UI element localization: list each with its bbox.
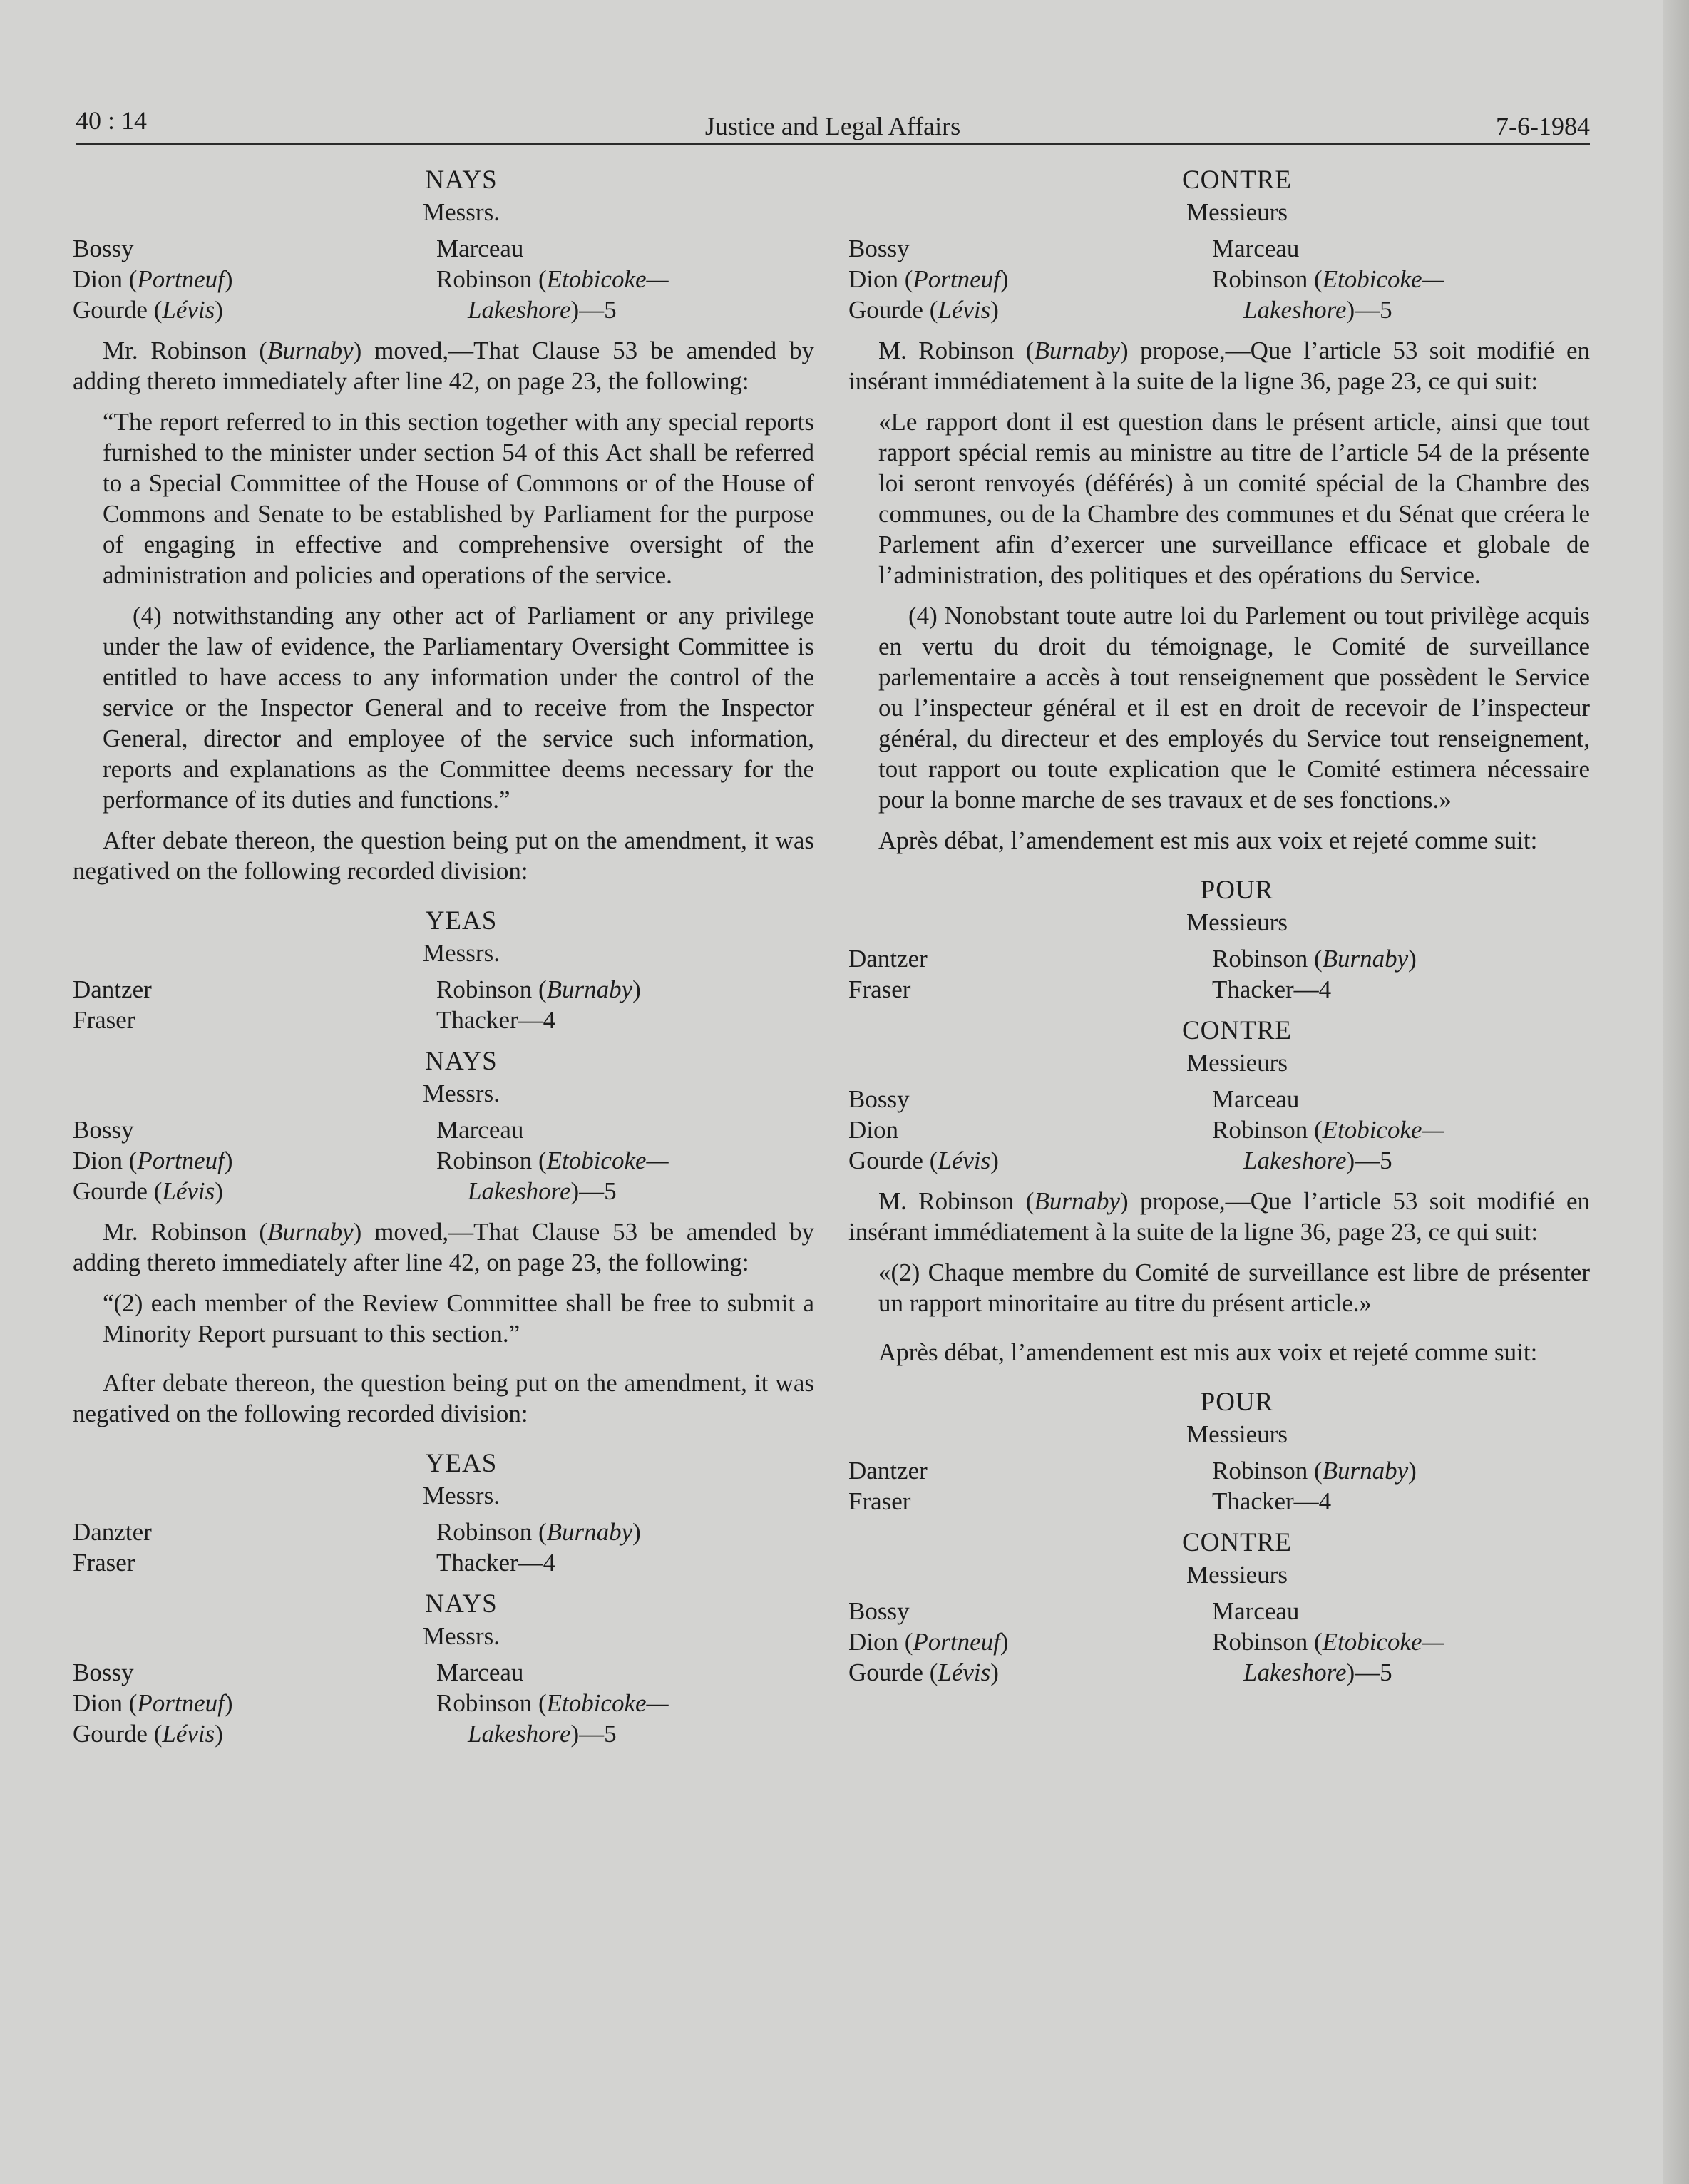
messrs-label: Messrs. <box>423 1482 500 1509</box>
motion-paragraph: Mr. Robinson (Burnaby) moved,—That Clause 53 be amended by adding thereto immediately after line 42, on page 23, the following: <box>73 337 814 395</box>
amendment-quote: «(2) Chaque membre du Comité de surveillance est libre de présenter un rapport minoritaire au titre du présent article.» <box>878 1258 1590 1317</box>
page-number: 40 : 14 <box>76 106 148 135</box>
messieurs-label: Messieurs <box>1186 1049 1288 1077</box>
debate-paragraph: After debate thereon, the question being put on the amendment, it was negatived on the following recorded division: <box>73 1369 814 1427</box>
member-name: Dion (Portneuf) <box>73 265 233 293</box>
nays-heading: NAYS <box>425 1047 498 1076</box>
contre-heading: CONTRE <box>1182 1016 1292 1045</box>
member-name: Dantzer <box>848 1457 928 1485</box>
member-name: Robinson (Etobicoke— <box>436 265 669 293</box>
yeas-names <box>73 1517 814 1578</box>
member-name: Robinson (Etobicoke— <box>1212 1628 1444 1656</box>
member-name: Fraser <box>73 1006 135 1034</box>
member-name: Lakeshore)—5 <box>468 1720 617 1748</box>
motion-paragraph: M. Robinson (Burnaby) propose,—Que l’article 53 soit modifié en insérant immédiatement à la suite de la ligne 36, page 23, ce qui suit: <box>848 337 1590 395</box>
member-name: Thacker—4 <box>1212 1487 1332 1515</box>
messrs-label: Messrs. <box>423 198 500 226</box>
contre-heading: CONTRE <box>1182 165 1292 195</box>
amendment-quote: «Le rapport dont il est question dans le présent article, ainsi que tout rapport spécial remis au ministre au titre de l’article 54 de la présente loi seront renvoyés (déférés) à un comité spécial de la Chambre des communes, ou de la Chambre des communes et du Sénat que créera le Parlement afin d’exercer une surveillance efficace et globale de l’administration, des politiques et des opérations du Service. <box>878 408 1590 589</box>
member-name: Dantzer <box>73 975 152 1003</box>
nays-heading: NAYS <box>425 165 498 195</box>
member-name: Robinson (Burnaby) <box>1212 1457 1417 1485</box>
member-name: Robinson (Burnaby) <box>436 975 641 1003</box>
pour-names <box>848 943 1590 1005</box>
nays-names <box>73 1114 814 1206</box>
member-name: Robinson (Etobicoke— <box>1212 265 1444 293</box>
member-name: Gourde (Lévis) <box>848 1147 999 1174</box>
member-name: Lakeshore)—5 <box>468 1177 617 1205</box>
yeas-heading: YEAS <box>425 1449 498 1478</box>
member-name: Marceau <box>1212 1597 1300 1625</box>
messieurs-label: Messieurs <box>1186 908 1288 936</box>
member-name: Fraser <box>73 1549 135 1577</box>
yeas-names <box>73 974 814 1035</box>
page-header <box>76 106 1590 143</box>
member-name: Gourde (Lévis) <box>848 1658 999 1686</box>
contre-names <box>848 233 1590 325</box>
member-name: Thacker—4 <box>436 1006 556 1034</box>
member-name: Dion <box>848 1116 898 1144</box>
member-name: Bossy <box>848 1597 910 1625</box>
member-name: Lakeshore)—5 <box>1243 1658 1392 1686</box>
member-name: Marceau <box>436 1658 524 1686</box>
member-name: Robinson (Etobicoke— <box>436 1689 669 1717</box>
member-name: Dion (Portneuf) <box>848 1628 1009 1656</box>
yeas-heading: YEAS <box>425 906 498 935</box>
motion-paragraph: Mr. Robinson (Burnaby) moved,—That Clause 53 be amended by adding thereto immediately after line 42, on page 23, the following: <box>73 1218 814 1276</box>
header-rule <box>76 143 1590 145</box>
member-name: Marceau <box>436 235 524 262</box>
member-name: Robinson (Burnaby) <box>436 1518 641 1546</box>
pour-heading: POUR <box>1200 1388 1274 1417</box>
member-name: Bossy <box>73 1658 134 1686</box>
nays-names <box>73 1657 814 1749</box>
member-name: Dion (Portneuf) <box>73 1147 233 1174</box>
member-name: Gourde (Lévis) <box>73 1177 223 1205</box>
contre-names <box>848 1596 1590 1688</box>
pour-names <box>848 1455 1590 1517</box>
member-name: Bossy <box>848 235 910 262</box>
french-column <box>848 164 1590 1688</box>
messieurs-label: Messieurs <box>1186 1561 1288 1589</box>
member-name: Gourde (Lévis) <box>848 296 999 324</box>
member-name: Gourde (Lévis) <box>73 296 223 324</box>
member-name: Dantzer <box>848 945 928 973</box>
header-date: 7-6-1984 <box>1496 112 1590 140</box>
member-name: Lakeshore)—5 <box>1243 1147 1392 1174</box>
member-name: Lakeshore)—5 <box>1243 296 1392 324</box>
member-name: Dion (Portneuf) <box>73 1689 233 1717</box>
motion-paragraph: M. Robinson (Burnaby) propose,—Que l’article 53 soit modifié en insérant immédiatement à la suite de la ligne 36, page 23, ce qui suit: <box>848 1187 1590 1246</box>
member-name: Robinson (Etobicoke— <box>1212 1116 1444 1144</box>
member-name: Gourde (Lévis) <box>73 1720 223 1748</box>
nays-heading: NAYS <box>425 1589 498 1619</box>
nays-names <box>73 233 814 325</box>
messieurs-label: Messieurs <box>1186 1420 1288 1448</box>
member-name: Robinson (Burnaby) <box>1212 945 1417 973</box>
running-title: Justice and Legal Affairs <box>704 112 961 140</box>
messrs-label: Messrs. <box>423 1080 500 1107</box>
debate-paragraph: After debate thereon, the question being put on the amendment, it was negatived on the following recorded division: <box>73 826 814 885</box>
contre-heading: CONTRE <box>1182 1528 1292 1557</box>
english-column <box>73 164 814 1749</box>
page-edge-shadow <box>1663 0 1689 2184</box>
member-name: Thacker—4 <box>436 1549 556 1577</box>
member-name: Thacker—4 <box>1212 975 1332 1003</box>
contre-names <box>848 1084 1590 1176</box>
amendment-quote: (4) notwithstanding any other act of Parliament or any privilege under the law of evidence, the Parliamentary Oversight Committee is entitled to have access to any information under the control of the service or the Inspector General and to receive from the Inspector General, director and employee of the service such information, reports and explanations as the Committee deems necessary for the performance of its duties and functions.” <box>103 602 814 814</box>
messrs-label: Messrs. <box>423 1622 500 1650</box>
amendment-quote: “The report referred to in this section together with any special reports furnished to the minister under section 54 of this Act shall be referred to a Special Committee of the House of Commons or of the House of Commons and Senate to be established by Parliament for the purpose of engaging in effective and comprehensive oversight of the administration and policies and operations of the service. <box>103 408 814 589</box>
amendment-quote: (4) Nonobstant toute autre loi du Parlement ou tout privilège acquis en vertu du droit du témoignage, le Comité de surveillance parlementaire a accès à tout renseignement que possèdent le Service ou l’inspecteur général et il est en droit de recevoir de l’inspecteur général, du directeur et des employés du Service tout renseignement, tout rapport ou toute explication que le Comité estimera nécessaire pour la bonne marche de ses travaux et de ses fonctions.» <box>878 602 1590 814</box>
member-name: Fraser <box>848 975 911 1003</box>
debate-paragraph: Après débat, l’amendement est mis aux voix et rejeté comme suit: <box>878 1338 1538 1366</box>
member-name: Bossy <box>73 1116 134 1144</box>
member-name: Bossy <box>848 1085 910 1113</box>
messrs-label: Messrs. <box>423 939 500 967</box>
member-name: Bossy <box>73 235 134 262</box>
member-name: Lakeshore)—5 <box>468 296 617 324</box>
member-name: Marceau <box>436 1116 524 1144</box>
member-name: Fraser <box>848 1487 911 1515</box>
member-name: Robinson (Etobicoke— <box>436 1147 669 1174</box>
member-name: Danzter <box>73 1518 152 1546</box>
member-name: Dion (Portneuf) <box>848 265 1009 293</box>
pour-heading: POUR <box>1200 876 1274 905</box>
debate-paragraph: Après débat, l’amendement est mis aux voix et rejeté comme suit: <box>878 826 1538 854</box>
amendment-quote: “(2) each member of the Review Committee shall be free to submit a Minority Report pursuant to this section.” <box>103 1289 814 1348</box>
member-name: Marceau <box>1212 235 1300 262</box>
messieurs-label: Messieurs <box>1186 198 1288 226</box>
member-name: Marceau <box>1212 1085 1300 1113</box>
